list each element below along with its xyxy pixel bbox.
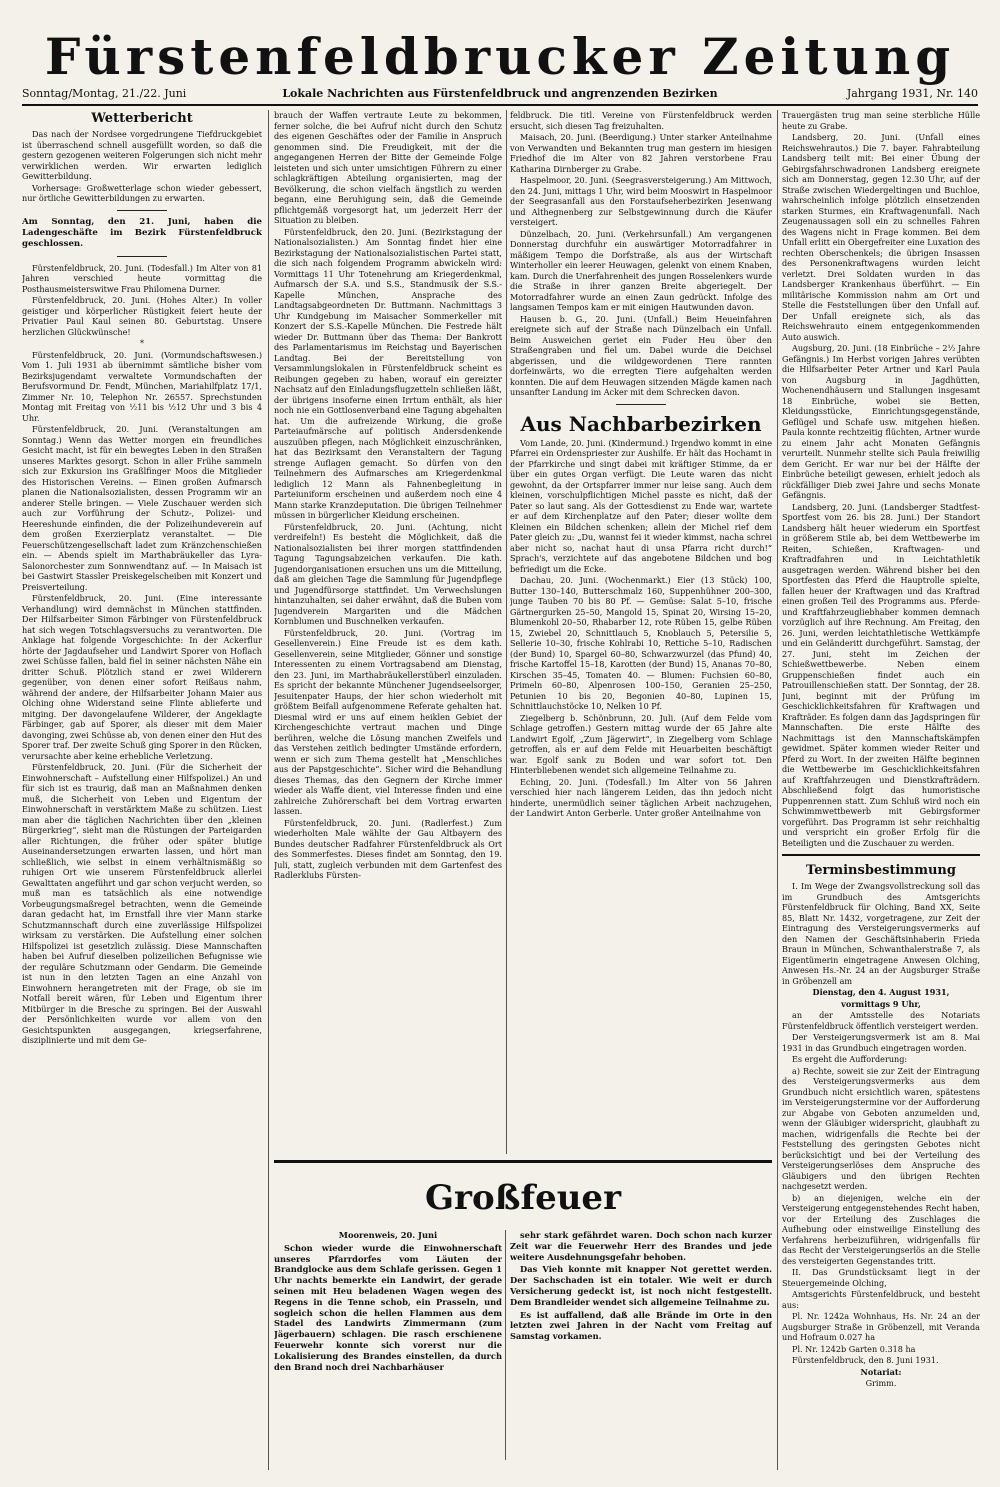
masthead-subline — [22, 86, 978, 102]
article: Vom Lande, 20. Juni. (Kindermund.) Irgendwo kommt in eine Pfarrei ein Ordenspriester zur Aushilfe. Er hält das Hochamt in der Pfarrkirche und singt dabei mit kräftiger Stimme, da er über ein gutes Organ verfügt. Die Leute waren das nicht gewohnt, da der Ortspfarrer immer nur leise sang. Auch dem kleinen, vorschulpflichtigen Michel passte es nicht, daß der Pater so laut sang. Als der Gottesdienst zu Ende war, wartete er auf dem Kirchenplatze auf den Pater; dieser wollte dem Kleinen ein Bildchen schenken; allein der Michel rief dem Pater gleich zu: „Du, wannst fei it wieder kimmst, nacha schrei aber nicht so, nachat haut di unsa Pfarra richt durch!“ Sprach's, verzichtete auf das angebotene Bildchen und bog befriedigt um die Ecke. — [510, 437, 772, 574]
notice-text: b) an diejenigen, welche ein der Versteigerung entgegenstehendes Recht haben, vor der Erteilung des Zuschlages die Aufhebung oder einstweilige Einstellung des Verfahrens herbeizuführen, widrigenfalls für das Recht der Versteigerungserlös an die Stelle des versteigerten Gegenstandes tritt. — [782, 1192, 980, 1266]
article: Fürstenfeldbruck, 20. Juni. (Veranstaltungen am Sonntag.) Wenn das Wetter morgen ein freundliches Gesicht macht, ist für ein bewegtes Leben in den Straßen unseres Marktes gesorgt. Schon in aller Frühe sammeln sich zur Exkursion ins Graßlfinger Moos die Mitglieder des Historischen Vereins. — Einen großen Aufmarsch planen die Nationalsozialisten, dessen Programm wir an anderer Stelle bringen. — Viele Zuschauer werden sich auch zur Vorführung der Schutz-, Polizei- und Heereshunde einfinden, die der Polizeihundeverein auf dem großen Exerzierplatz veranstaltet. — Die Feuerschützengesellschaft ladet zum Kränzchenschießen ein. — Abends spielt im Marthabräukeller das Lyra-Salonorchester zum Sonnwendtanz auf. — In Maisach ist bei Gastwirt Stassler Preiskegelscheiben mit Konzert und Preisverteilung. — [22, 424, 262, 592]
column-4 — [782, 110, 980, 1470]
article-continuation: Trauergästen trug man seine sterbliche Hülle heute zu Grabe. — [782, 110, 980, 131]
article-continuation: feldbruck. Die titl. Vereine von Fürstenfeldbruck werden ersucht, sich diesen Tag freizuhalten. — [510, 110, 772, 131]
article: Fürstenfeldbruck, 20. Juni. (Hohes Alter.) In voller geistiger und körperlicher Rüstigkeit feiert heute der Privatier Paul Kaul seinen 80. Geburtstag. Unsere herzlichen Glückwünsche! — [22, 295, 262, 337]
divider — [117, 256, 167, 257]
notice-text: Pl. Nr. 1242a Wohnhaus, Hs. Nr. 24 an der Augsburger Straße in Gröbenzell, mit Veranda und Hofraum 0.027 ha — [782, 1311, 980, 1342]
notice-text: Der Versteigerungsvermerk ist am 8. Mai 1931 in das Grundbuch eingetragen worden. — [782, 1032, 980, 1053]
article: Fürstenfeldbruck, den 20. Juni. (Bezirkstagung der Nationalsozialisten.) Am Sonntag findet hier eine Bezirkstagung der Nationalsozialistischen Partei statt, die sich nach folgendem Programm abwickeln wird: Vormittags 11 Uhr Totenehrung am Kriegerdenkmal, Aufmarsch der S.A. und S.S., Standmusik der S.S.-Kapelle München, Ansprache des Landtagsabgeordneten Dr. Buttmann. Nachmittags 3 Uhr Kundgebung im Maisacher Sommerkeller mit Konzert der S.S.-Kapelle München. Die Festrede hält wieder Dr. Buttmann über das Thema: Der Bankrott des Parlamentarismus im Reichstag und Bayerischen Landtag. Bei der Bereitstellung von Versammlungslokalen in Fürstenfeldbruck scheint es Reibungen gegeben zu haben, worauf ein gereizter Nachsatz auf den Einladungsflugzetteln schließen läßt, der übrigens insoferne einen Irrtum enthält, als hier noch nie ein Gottlosenverband eine Tagung abgehalten hat. Um die aufreizende Wirkung, die große Parteiaufmärsche auf politisch Andersdenkende auszuüben pflegen, nach Möglichkeit einzuschränken, hat das Bezirksamt den Veranstaltern der Tagung strenge Auflagen gemacht. So dürfen von den Teilnehmern des Aufmarsches am Kriegerdenkmal lediglich 12 Mann als Fahnenbegleitung in Parteiuniform erscheinen und außerdem noch eine 4 Mann starke Kranzdeputation. Die übrigen Teilnehmer müssen in bürgerlicher Kleidung erscheinen. — [274, 226, 502, 520]
divider — [616, 404, 666, 405]
column-divider — [268, 110, 269, 1470]
column-divider — [505, 1230, 506, 1460]
weather-forecast: Vorhersage: Großwetterlage schon wieder gebessert, nur örtliche Gewitterbildungen zu erwarten. — [22, 182, 262, 203]
grossfeuer-column-2 — [510, 1230, 772, 1464]
masthead-rule — [22, 104, 978, 106]
column-3 — [510, 110, 772, 1154]
shop-closing-notice: Am Sonntag, den 21. Juni, haben die Ladengeschäfte im Bezirk Fürstenfeldbruck geschlossen. — [22, 216, 262, 249]
dateline: Moorenweis, 20. Juni — [338, 1230, 438, 1240]
masthead — [12, 28, 988, 86]
article: Fürstenfeldbruck, 20. Juni. (Für die Sicherheit der Einwohnerschaft – Aufstellung einer Hilfspolizei.) An und für sich ist es traurig, daß man an Maßnahmen denken muß, die Sicherheit von Leben und Eigentum der Einwohnerschaft in verstärktem Maße zu schützen. Liest man aber die täglichen Nachrichten über den „kleinen Bürgerkrieg“, sieht man die Rüstungen der Parteigarden aller Richtungen, die früher oder später blutige Auseinandersetzungen erwarten lassen, und hört man schließlich, wie selbst in einem verhältnismäßig so ruhigen Ort wie unserem Fürstenfeldbruck allerlei Gewalttaten angeführt und gar schon verjucht werden, so muß man es tatsächlich als eine notwendige Vorbeugungsmaßregel betrachten, wenn die Gemeinde daran gedacht hat, im Ernstfall ihre vier Mann starke Schutzmannschaft durch eine zuverlässige Hilfspolizei wirksam zu verstärken. Die Aufstellung einer solchen Hilfspolizei ist gesetzlich zulässig. Diese Mannschaften haben bei Aufruf dieselben polizeilichen Befugnisse wie der reguläre Schutzmann oder Gendarm. Die Gemeinde ist nun in den letzten Tagen an eine Anzahl von Einwohnern herangetreten mit der Frage, ob sie im Notfall bereit wären, für Leben und Eigentum ihrer Mitbürger in die Bresche zu springen. Bei der Auswahl der Persönlichkeiten wurde vor allem von den Gesichtspunkten ausgegangen, kriegserfahrene, disziplinierte und mit dem Ge- — [22, 762, 262, 1045]
issue-number: Jahrgang 1931, Nr. 140 — [846, 87, 978, 100]
notice-text: I. Im Wege der Zwangsvollstreckung soll das im Grundbuch des Amtsgerichts Fürstenfeldbruck für Olching, Band XX, Seite 85, Blatt Nr. 1432, vorgetragene, zur Zeit der Eintragung des Versteigerungsvermerks auf den Namen der Geschäftsinhaberin Frieda Braun in München, Schwanthalerstraße 7, als Eigentümerin eingetragene Anwesen Olching, Anwesen Hs.-Nr. 24 an der Augsburger Straße in Gröbenzell am — [782, 881, 980, 986]
grossfeuer-heading: Großfeuer — [425, 1178, 621, 1218]
article: Ziegelberg b. Schönbrunn, 20. Juli. (Auf dem Felde vom Schlage getroffen.) Gestern mittag wurde der 65 Jahre alte Landwirt Egolf, „Zum Jägerwirt“, in Ziegelberg vom Schlage getroffen, als er auf dem Felde mit Heuarbeiten beschäftigt war. Egolf sank zu Boden und war sofort tot. Den Hinterbliebenen wendet sich allgemeine Teilnahme zu. — [510, 712, 772, 775]
article: Augsburg, 20. Juni. (18 Einbrüche – 2½ Jahre Gefängnis.) Im Herbst vorigen Jahres verübten die Hilfsarbeiter Peter Artner und Karl Paula von Augsburg in Jagdhütten, Wochenendhäusern und Stallungen insgesamt 18 Einbrüche, wobei sie Betten, Kleidungsstücke, Einrichtungsgegenstände, Geflügel und Schafe usw. mitgehen hießen. Paula konnte rechtzeitig flüchten, Artner wurde zu einem Jahr acht Monaten Gefängnis verurteilt. Nunmehr stellte sich Paula freiwillig dem Gericht. Er war nur bei der Hälfte der Einbrüche beteiligt gewesen, erhielt jedoch als rückfälliger Dieb zwei Jahre und sechs Monate Gefängnis. — [782, 343, 980, 500]
article: sehr stark gefährdet waren. Doch schon nach kurzer Zeit war die Feuerwehr Herr des Brandes und jede weitere Ausdehnungsgefahr behoben. — [510, 1230, 772, 1262]
notice-text: an der Amtsstelle des Notariats Fürstenfeldbruck öffentlich versteigert werden. — [782, 1010, 980, 1031]
column-2 — [274, 110, 502, 1154]
column-1 — [22, 110, 262, 1470]
article: Landsberg, 20. Juni. (Landsberger Stadtfest-Sportfest vom 26. bis 28. Juni.) Der Standort Landsberg hält heuer wiederum ein Sportfest in größerem Stile ab, bei dem Wettbewerbe im Reiten, Schießen, Kraftwagen- und Kraftradfahren und in Leichtathletik ausgetragen werden. Während bisher bei den Sportfesten das Pferd die Hauptrolle spielte, fallen heuer der Kraftwagen und das Kraftrad einen großen Teil des Programms aus. Pferde- und Kraftfahrzeugliebhaber kommen demnach vorzüglich auf ihre Rechnung. Am Freitag, den 26. Juni, werden leichtathletische Wettkämpfe und ein Geländeritt durchgeführt. Samstag, der 27. Juni, steht im Zeichen der Schießwettbewerbe. Neben einem Gruppenschießen findet auch ein Patrouillenschießen statt. Der Sonntag, der 28. Juni, beginnt mit der Prüfung im Geschicklichkeitsfahren für Kraftwagen und Krafträder. Es folgen dann das Jagdspringen für Mannschaften. Die erste Hälfte des Nachmittags ist den Mannschaftskämpfen gewidmet. Später kommen wieder Reiter und Pferd zu Wort. In der zweiten Hälfte beginnen die Wettbewerbe im Geschicklichkeitsfahren auf Kraftfahrzeugen und Dienstkrafträdern. Abschließend folgt das humoristische Puppenrennen statt. Zum Schluß wird noch ein Schwimmwettbewerb mit Gebirgsformer vorgeführt. Das Programm ist sehr reichhaltig und verspricht ein großer Erfolg für die Beteiligten und die Zuschauer zu werden. — [782, 501, 980, 848]
article-continuation: brauch der Waffen vertraute Leute zu bekommen, ferner solche, die bei Aufruf nicht durch den Schutz des eigenen Geschäftes oder der Familie in Anspruch genommen sind. Die Freudigkeit, mit der die angegangenen Herren der Bitte der Gemeinde Folge leisteten und sich unter umsichtigen Führern zu einer schlagkräftigen Abteilung organisierten, mag der Bevölkerung, die schon vielfach ängstlich zu werden begann, eine Beruhigung sein, daß die Gemeinde pflichtgemäß vorgesorgt hat, um jederzeit Herr der Situation zu bleiben. — [274, 110, 502, 225]
notice-heading: Terminsbestimmung — [806, 863, 956, 878]
article: Es ist auffallend, daß alle Brände im Orte in den letzten zwei Jahren in der Nacht vom Freitag auf Samstag vorkamen. — [510, 1309, 772, 1342]
auction-date: Dienstag, den 4. August 1931, — [812, 987, 950, 997]
article: Fürstenfeldbruck, 20. Juni. (Vortrag im Gesellenverein.) Eine Freude ist es dem kath. Gesellenverein, seine Mitglieder, Gönner und sonstige Interessenten zu einem Vortragsabend am Dienstag, den 23. Juni, im Marthabräukellerstüberl einzuladen. Es spricht der bekannte Münchener Jugendseelsorger, Jesuitenpater Haups, der hier schon wiederholt mit größtem Beifall aufgenommene Referate gehalten hat. Diesmal wird er uns auf einem heiklen Gebiet der Kirchengeschichte vertraut machen und Dinge berühren, welche die Lösung manchen Zweifels und das Verstehen zeitlich bedingter Umstände erfordern, wenn er sich zum Thema gestellt hat „Menschliches aus der Papstgeschichte“. Sicher wird die Behandlung dieses Themas, das den Gegnern der Kirche immer wieder als Waffe dient, viel Interesse finden und eine zahlreiche Zuhörerschaft bei dem Vortrag erwarten lassen. — [274, 627, 502, 816]
star-separator: * — [139, 338, 145, 348]
divider — [117, 210, 167, 211]
article: Eching, 20. Juni. (Todesfall.) Im Alter von 56 Jahren verschied hier nach längerem Leiden, das ihn jedoch nicht hinderte, unermüdlich seiner täglichen Arbeit nachzugehen, der Landwirt Anton Gerberle. Unter großer Anteilnahme von — [510, 776, 772, 818]
section-heading: Aus Nachbarbezirken — [520, 411, 762, 436]
article: Maisach, 20. Juni. (Beerdigung.) Unter starker Anteilnahme von Verwandten und Bekannten trug man gestern im hiesigen Friedhof die im Alter von 82 Jahren verstorbene Frau Katharina Dirnberger zu Grabe. — [510, 132, 772, 174]
grossfeuer-article — [274, 1160, 772, 1470]
article: Fürstenfeldbruck, 20. Juni. (Eine interessante Verhandlung) wird demnächst in München stattfinden. Der Hilfsarbeiter Simon Färbinger von Fürstenfeldbruck hat sich wegen Totschlagsversuchs zu verantworten. Die Anklage hat folgende Vorgeschichte: In der Ackerflur hörte der Jagdaufseher und Landwirt Sporer von Hoflach zwei Schüsse fallen, bald fiel in seiner nächsten Nähe ein dritter Schuß. Plötzlich stand er zwei Wilderern gegenüber, von denen einer sofort Reißaus nahm, während der andere, der Hilfsarbeiter Johann Maier aus Olching ohne Widerstand seine Flinte ablieferte und mitging. Der davongelaufene Wilderer, der Angeklagte Färbinger, gab auf Sporer, als dieser mit dem Maier davonging, zwei Schüsse ab, von denen einer den Hut des Sporer traf. Der zweite Schuß ging Sporer in den Rücken, verursachte aber keine erhebliche Verletzung. — [22, 593, 262, 761]
notice-text: Es ergeht die Aufforderung: — [792, 1054, 908, 1064]
article: Fürstenfeldbruck, 20. Juni. (Achtung, nicht verdreifeln!) Es besteht die Möglichkeit, daß die Nationalsozialisten bei ihrer morgen stattfindenden Tagung Tagungsabzeichen verkaufen. Die kath. Jugendorganisationen ersuchen uns um die Mitteilung, daß am gleichen Tage die Sammlung für Jugendpflege und Jugendfürsorge stattfindet. Um Verwechslungen hintanzuhalten, sei daher erwähnt, daß die Buben vom Jugendverein Margariten und die Mädchen Kornblumen und Buschnelken verkaufen. — [274, 521, 502, 626]
notice-text: Fürstenfeldbruck, den 8. Juni 1931. — [792, 1355, 939, 1365]
grossfeuer-column-1 — [274, 1230, 502, 1464]
issue-date: Sonntag/Montag, 21./22. Juni — [22, 87, 187, 100]
article: Schon wieder wurde die Einwohnerschaft unseres Pfarrdorfes vom Läuten der Brandglocke aus dem Schlafe gerissen. Gegen 1 Uhr nachts bemerkte ein Landwirt, der gerade seinen mit Heu beladenen Wagen wegen des Regens in die Tenne schob, ein Prasseln, und sogleich schon die hellen Flammen aus dem Stadel des Landwirts Zimmermann (zum Jägerbauern) schlagen. Die rasch erschienene Feuerwehr konnte sich vorerst nur die Lokalisierung des Brandes einstellen, da durch den Brand noch drei Nachbarhäuser — [274, 1242, 502, 1372]
notary-label: Notariat: — [860, 1366, 902, 1377]
article: Fürstenfeldbruck, 20. Juni. (Radlerfest.) Zum wiederholten Male wählte der Gau Altbayern des Bundes deutscher Radfahrer Fürstenfeldbruck als Ort des Sommerfestes. Dieses findet am Sonntag, den 19. Juli, statt, zugleich verbunden mit dem Gartenfest des Radlerklubs Fürsten- — [274, 817, 502, 880]
notice-text: Amtsgerichts Fürstenfeldbruck, und besteht aus: — [782, 1289, 980, 1310]
notice-text: a) Rechte, soweit sie zur Zeit der Eintragung des Versteigerungsvermerks aus dem Grundbuch nicht ersichtlich waren, spätestens im Versteigerungstermine vor der Aufforderung zur Abgabe von Geboten anzumelden und, wenn der Gläubiger widerspricht, glaubhaft zu machen, widrigenfalls die Rechte bei der Feststellung des geringsten Gebotes nicht berücksichtigt und bei der Verteilung des Versteigerungserlöses dem Anspruche des Gläubigers und den übrigen Rechten nachgesetzt werden. — [782, 1065, 980, 1191]
tagline: Lokale Nachrichten aus Fürstenfeldbruck und angrenzenden Bezirken — [282, 87, 718, 100]
notice-text: Pl. Nr. 1242b Garten 0.318 ha — [792, 1343, 916, 1354]
article: Dünzelbach, 20. Juni. (Verkehrsunfall.) Am vergangenen Donnerstag durchfuhr ein auswärtiger Motorradfahrer in mäßigem Tempo die Dorfstraße, als aus der Wirtschaft Winterholler ein leerer Heuwagen, gelenkt von einem Knaben, kam. Durch die Unerfahrenheit des jungen Rosselenkers wurde die Straße in ihrer ganzen Breite abgeriegelt. Der Motorradfahrer wurde an einen Zaun gedrückt. Infolge des langsamen Tempos kam er mit einigen Hautwunden davon. — [510, 228, 772, 312]
column-divider — [506, 110, 507, 1154]
weather-heading: Wetterbericht — [91, 111, 193, 126]
auction-time: vormittags 9 Uhr, — [841, 998, 921, 1009]
article: Fürstenfeldbruck, 20. Juni. (Todesfall.) Im Alter von 81 Jahren verschied heute vormittag die Posthausmeisterswitwe Frau Philomena Durner. — [22, 262, 262, 294]
divider — [274, 1160, 772, 1163]
divider — [782, 854, 980, 856]
article: Fürstenfeldbruck, 20. Juni. (Vormundschaftswesen.) Vom 1. Juli 1931 ab übernimmt sämtliche bisher vom Bezirksjugendamt verwaltete Vormundschaften der Berufsvormund Dr. Fendt, München, Mariahilfplatz 17/1, Zimmer Nr. 10, Telephon Nr. 26557. Sprechstunden Montag mit Freitag von ½11 bis ½12 Uhr und 3 bis 4 Uhr. — [22, 349, 262, 423]
column-divider — [777, 110, 778, 1470]
article: Dachau, 20. Juni. (Wochenmarkt.) Eier (13 Stück) 100, Butter 130–140, Butterschmalz 160, Suppenhühner 200–300, junge Tauben 70 bis 80 Pf. — Gemüse: Salat 5–10, frische Gärtnergurken 25–50, Mangold 15, Spinat 20, Wirsing 15–20, Blumenkohl 20–50, Rhabarber 12, rote Rüben 15, gelbe Rüben 15, Zwiebel 20, Schnittlauch 5, Knoblauch 5, Petersilie 5, Sellerie 10–30, frische Kohlrabi 10, Rettiche 5–10, Radischen (der Bund) 10, Spargel 60–80, Schwarzwurzel (das Pfund) 40, frische Kartoffel 15–18, Karotten (der Bund) 15, Ananas 70–80, Kirschen 35–45, Tomaten 40. — Blumen: Fuchsien 60–80, Primeln 60–80, Alpenrosen 100–150, Geranien 25–250, Petunien 10 bis 20, Begonien 40–80, Lupinen 15, Schnittlauchstöcke 10, Nelken 10 Pf. — [510, 575, 772, 711]
article: Haspelmoor, 20. Juni. (Seegrasversteigerung.) Am Mittwoch, den 24. Juni, mittags 1 Uhr, wird beim Mooswirt in Haspelmoor der Seegrasanfall aus den Forstaufseherbezirken Jesenwang und Althegnenberg zur Selbstgewinnung durch die Käufer versteigert. — [510, 175, 772, 227]
article: Das Vieh konnte mit knapper Not gerettet werden. Der Sachschaden ist ein totaler. Wie weit er durch Versicherung gedeckt ist, ist noch nicht festgestellt. Dem Brandleider wendet sich allgemeine Teilnahme zu. — [510, 1264, 772, 1307]
newspaper-title: Fürstenfeldbrucker Zeitung — [44, 27, 956, 86]
notice-text: II. Das Grundstücksamt liegt in der Steuergemeinde Olching, — [782, 1267, 980, 1288]
article: Landsberg, 20. Juni. (Unfall eines Reichswehrautos.) Die 7. bayer. Fahrabteilung Landsberg teilt mit: Bei einer Übung der Gebirgsfahrschwadronen Landsberg ereignete sich am Donnerstag, gegen 12.30 Uhr, auf der Straße zwischen Wiedergeltingen und Buchloe, wahrscheinlich infolge plötzlich einsetzenden starken Sturmes, ein Kraftwagenunfall. Nach Zeugenaussagen soll ein zu schnelles Fahren des Wagens nicht in Frage kommen. Bei dem Unfall erlitt ein Obergefreiter eine Luxation des rechten Oberschenkels; die übrigen Insassen des Personenkraftwagens wurden leicht verletzt. Drei Soldaten wurden in das Landsberger Krankenhaus überführt. — Ein militärische Kommission nahm am Ort und Stelle die Feststellungen über den Unfall auf. Der Unfall ereignete sich, als das Reichswehrauto einem entgegenkommenden Auto auswich. — [782, 132, 980, 342]
notary-name: Grimm. — [865, 1378, 897, 1388]
weather-text: Das nach der Nordsee vorgedrungene Tiefdruckgebiet ist überraschend schnell ausgefüllt worden, so daß die gestern gezogenen weiteren Folgerungen sich nicht mehr verwirklichen werden. Wir erwarten lediglich Gewitterbildung. — [22, 129, 262, 181]
article: Hausen b. G., 20. Juni. (Unfall.) Beim Heueinfahren ereignete sich auf der Straße nach Dünzelbach ein Unfall. Beim Ausweichen geriet ein Fuder Heu über den Straßengraben und fiel um. Dabei wurde die Deichsel abgerissen, und die wildgewordenen Tiere rannten dorfeinwärts, wo die erregten Tiere aufgehalten werden konnten. Die auf dem Heuwagen sitzenden Mägde kamen nach unsanfter Landung im Acker mit dem Schrecken davon. — [510, 313, 772, 397]
